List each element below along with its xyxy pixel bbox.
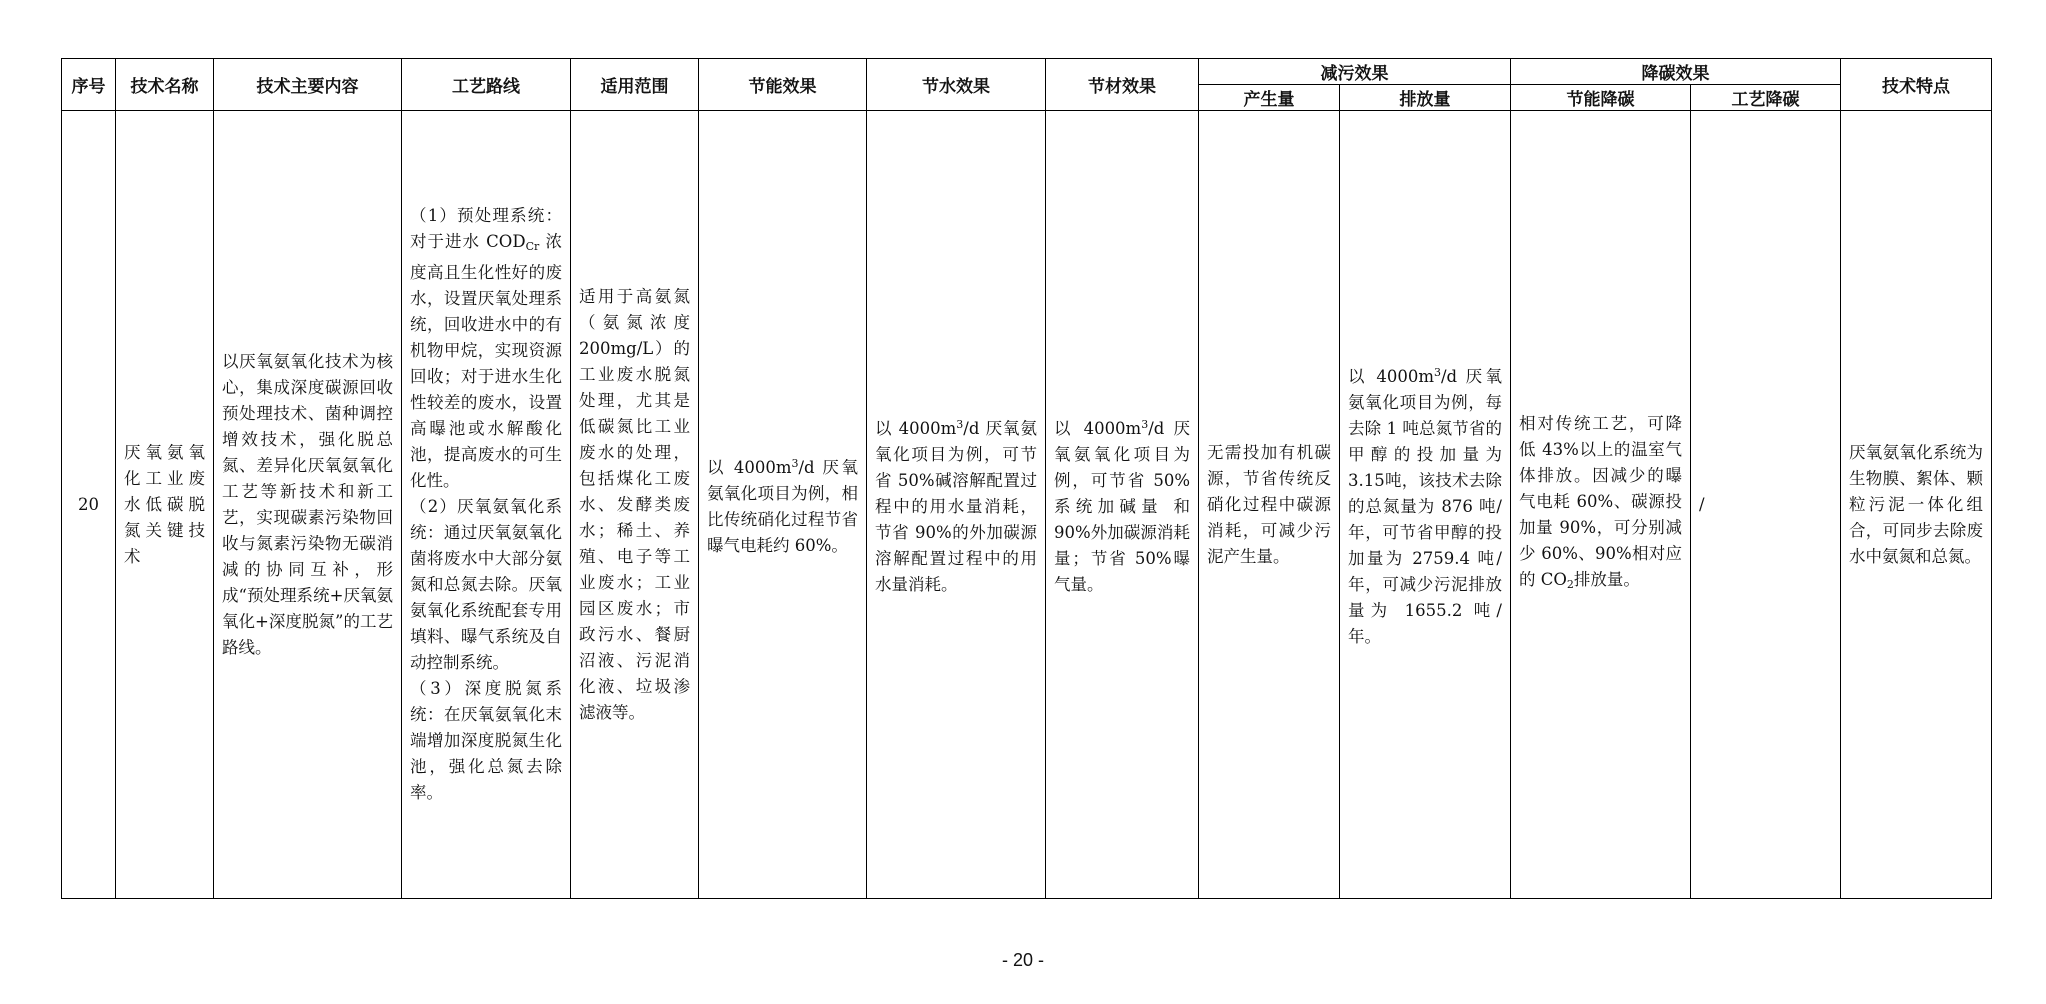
header-carbon-energy: 节能降碳: [1511, 85, 1691, 111]
material-superscript: 3: [1141, 417, 1149, 431]
table-row: [62, 111, 1992, 899]
cell-content: 以厌氧氨氧化技术为核心，集成深度碳源回收预处理技术、菌种调控增效技术，强化脱总氮、差异化厌氧氨氧化工艺等新技术和新工艺，实现碳素污染物回收与氮素污染物无碳消减的协同互补，形成“预处理系统+厌氧氨氧化+深度脱氮”的工艺路线。: [214, 111, 402, 899]
header-water: 节水效果: [867, 59, 1046, 111]
cell-material: [1046, 111, 1199, 899]
cell-seq: 20: [62, 111, 116, 899]
header-scope: 适用范围: [571, 59, 699, 111]
header-material: 节材效果: [1046, 59, 1199, 111]
carbon-energy-subscript: 2: [1566, 578, 1574, 591]
technology-table: [61, 58, 1992, 899]
cell-scope: 适用于高氨氮（氨氮浓度200mg/L）的工业废水脱氮处理，尤其是低碳氮比工业废水的处理，包括煤化工废水、发酵类废水；稀土、养殖、电子等工业废水；工业园区废水；市政污水、餐厨沼液、污泥消化液、垃圾渗滤液等。: [571, 111, 699, 899]
header-pollution-gen: 产生量: [1199, 85, 1340, 111]
cell-carbon-process: /: [1691, 111, 1841, 899]
route-step-1-text-a: （1）预处理系统：对于进水 COD: [410, 206, 562, 251]
route-step-1: [410, 203, 562, 494]
header-energy: 节能效果: [699, 59, 867, 111]
cell-energy: [699, 111, 867, 899]
material-text-a: 以 4000m: [1054, 418, 1142, 438]
header-pollution: 减污效果: [1199, 59, 1511, 85]
page-number: - 20 -: [1001, 950, 1044, 970]
carbon-energy-text-a: 相对传统工艺，可降低 43%以上的温室气体排放。因减少的曝气电耗 60%、碳源投加量 90%，可分别减少 60%、90%相对应的 CO: [1519, 414, 1682, 589]
cell-name: 厌氧氨氧化工业废水低碳脱氮关键技术: [116, 111, 214, 899]
cell-water: [867, 111, 1046, 899]
water-superscript: 3: [956, 417, 964, 431]
route-step-1-subscript: Cr: [525, 240, 540, 253]
water-text-b: /d 厌氧氨氧化项目为例，可节省 50%碱溶解配置过程中的用水量消耗，节省 90%的外加碳源溶解配置过程中的用水量消耗。: [875, 418, 1037, 594]
cell-carbon-energy: [1511, 111, 1691, 899]
cell-pollution-gen: 无需投加有机碳源，节省传统反硝化过程中碳源消耗，可减少污泥产生量。: [1199, 111, 1340, 899]
header-carbon-process: 工艺降碳: [1691, 85, 1841, 111]
energy-text-b: /d 厌氧氨氧化项目为例，相比传统硝化过程节省曝气电耗约 60%。: [707, 457, 858, 555]
cell-features: 厌氧氨氧化系统为生物膜、絮体、颗粒污泥一体化组合，可同步去除废水中氨氮和总氮。: [1841, 111, 1992, 899]
header-name: 技术名称: [116, 59, 214, 111]
pollution-emit-text-a: 以 4000m: [1348, 366, 1434, 386]
water-text-a: 以 4000m: [875, 418, 957, 438]
header-carbon: 降碳效果: [1511, 59, 1841, 85]
pollution-emit-text-b: /d 厌氧氨氧化项目为例，每去除 1 吨总氮节省的甲醇的投加量为 3.15吨，该技术去除的总氮量为 876 吨/年，可节省甲醇的投加量为 2759.4 吨/年，可减少污泥排放量为 1655.2 吨/年。: [1348, 366, 1502, 646]
route-step-1-text-b: 浓度高且生化性好的废水，设置厌氧处理系统，回收进水中的有机物甲烷，实现资源回收；对于进水生化性较差的废水，设置高曝池或水解酸化池，提高废水的可生化性。: [410, 232, 562, 490]
material-text-b: /d 厌氧氨氧化项目为例，可节省 50%系统加碱量 和 90%外加碳源消耗量；节省 50%曝气量。: [1054, 418, 1190, 594]
header-features: 技术特点: [1841, 59, 1992, 111]
energy-superscript: 3: [791, 456, 799, 470]
header-content: 技术主要内容: [214, 59, 402, 111]
route-step-3: （3）深度脱氮系统：在厌氧氨氧化末端增加深度脱氮生化池，强化总氮去除率。: [410, 679, 562, 802]
pollution-emit-superscript: 3: [1434, 365, 1441, 379]
cell-route: [402, 111, 571, 899]
header-seq: 序号: [62, 59, 116, 111]
carbon-energy-text-b: 排放量。: [1573, 570, 1640, 589]
header-row: [62, 59, 1992, 85]
route-step-2: （2）厌氧氨氧化系统：通过厌氧氨氧化菌将废水中大部分氨氮和总氮去除。厌氧氨氧化系统配套专用填料、曝气系统及自动控制系统。: [410, 497, 562, 672]
header-pollution-emit: 排放量: [1340, 85, 1511, 111]
energy-text-a: 以 4000m: [707, 457, 792, 477]
cell-pollution-emit: [1340, 111, 1511, 899]
header-route: 工艺路线: [402, 59, 571, 111]
